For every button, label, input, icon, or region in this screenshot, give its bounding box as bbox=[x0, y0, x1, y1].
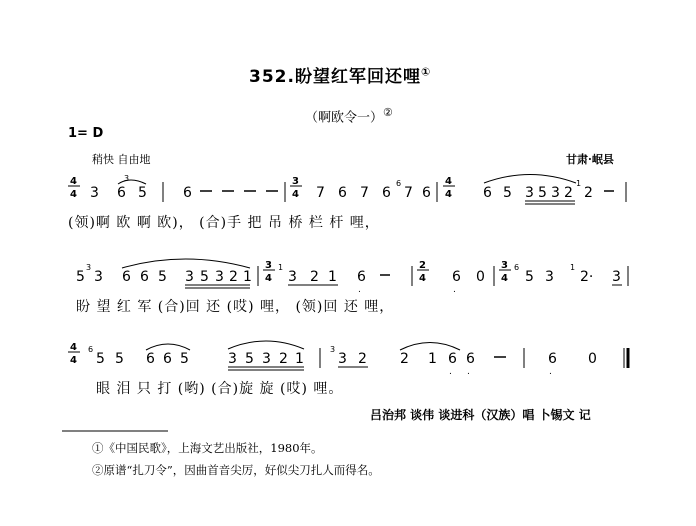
svg-text:.: . bbox=[453, 285, 456, 295]
svg-text:4: 4 bbox=[445, 176, 452, 187]
svg-text:3: 3 bbox=[262, 351, 271, 367]
svg-text:3: 3 bbox=[545, 269, 554, 285]
song-title: 352.盼望红军回还哩 bbox=[249, 67, 421, 87]
svg-text:6: 6 bbox=[117, 185, 126, 201]
svg-text:3: 3 bbox=[86, 263, 92, 272]
svg-text:2: 2 bbox=[358, 351, 367, 367]
svg-text:3: 3 bbox=[338, 351, 347, 367]
svg-text:4: 4 bbox=[501, 273, 508, 284]
svg-text:3: 3 bbox=[185, 269, 194, 285]
svg-text:3: 3 bbox=[501, 260, 508, 271]
svg-text:3: 3 bbox=[612, 269, 621, 285]
svg-text:5: 5 bbox=[180, 351, 189, 367]
svg-text:1: 1 bbox=[576, 179, 582, 188]
svg-text:.: . bbox=[358, 285, 361, 295]
svg-text:6: 6 bbox=[452, 269, 461, 285]
svg-text:2: 2 bbox=[229, 269, 238, 285]
svg-text:6: 6 bbox=[146, 351, 155, 367]
svg-text:6: 6 bbox=[483, 185, 492, 201]
subtitle-text: （啊欧令一） bbox=[305, 110, 384, 126]
svg-text:5: 5 bbox=[245, 351, 254, 367]
svg-text:6: 6 bbox=[357, 269, 366, 285]
svg-text:7: 7 bbox=[360, 185, 369, 201]
svg-text:5: 5 bbox=[138, 185, 147, 201]
svg-text:3: 3 bbox=[124, 174, 130, 183]
svg-text:2·: 2· bbox=[580, 269, 594, 285]
svg-text:2: 2 bbox=[400, 351, 409, 367]
svg-text:1: 1 bbox=[295, 351, 304, 367]
svg-text:3: 3 bbox=[265, 260, 272, 271]
title-footnote-marker: ① bbox=[420, 65, 432, 79]
svg-text:2: 2 bbox=[564, 185, 573, 201]
svg-text:7: 7 bbox=[316, 185, 325, 201]
lyrics-line-3: 眼 泪 只 打 (哟) (合)旋 旋 (哎) 哩。 bbox=[96, 381, 344, 397]
svg-text:3: 3 bbox=[525, 185, 534, 201]
svg-text:3: 3 bbox=[228, 351, 237, 367]
svg-text:3: 3 bbox=[551, 185, 560, 201]
svg-text:5: 5 bbox=[158, 269, 167, 285]
subtitle-footnote-marker: ② bbox=[383, 106, 393, 119]
key-signature: 1= D bbox=[68, 126, 104, 141]
svg-text:5: 5 bbox=[525, 269, 534, 285]
svg-text:6: 6 bbox=[448, 351, 457, 367]
svg-text:2: 2 bbox=[584, 185, 593, 201]
svg-text:5: 5 bbox=[538, 185, 547, 201]
svg-text:6: 6 bbox=[140, 269, 149, 285]
score-line-3 bbox=[68, 341, 628, 377]
svg-text:.: . bbox=[549, 367, 552, 377]
svg-text:6: 6 bbox=[122, 269, 131, 285]
svg-text:4: 4 bbox=[292, 189, 299, 200]
svg-text:.: . bbox=[449, 367, 452, 377]
time-sig-num: 4 bbox=[70, 176, 77, 187]
svg-text:5: 5 bbox=[503, 185, 512, 201]
svg-text:4: 4 bbox=[70, 342, 77, 353]
svg-text:7: 7 bbox=[404, 185, 413, 201]
svg-text:3: 3 bbox=[94, 269, 103, 285]
score-line-2 bbox=[76, 259, 628, 295]
svg-text:2: 2 bbox=[279, 351, 288, 367]
svg-text:6: 6 bbox=[396, 179, 402, 188]
svg-text:0: 0 bbox=[476, 269, 485, 285]
svg-text:.: . bbox=[467, 367, 470, 377]
svg-text:5: 5 bbox=[115, 351, 124, 367]
svg-text:3: 3 bbox=[215, 269, 224, 285]
svg-text:6: 6 bbox=[514, 263, 520, 272]
svg-text:2: 2 bbox=[419, 260, 426, 271]
svg-text:4: 4 bbox=[419, 273, 426, 284]
tempo-marking: 稍快 自由地 bbox=[92, 153, 151, 166]
footnote-1: ①《中国民歌》，上海文艺出版社，1980年。 bbox=[92, 441, 323, 455]
region-label: 甘肃·岷县 bbox=[566, 153, 614, 166]
svg-text:1: 1 bbox=[570, 263, 576, 272]
svg-text:1: 1 bbox=[243, 269, 252, 285]
svg-text:1: 1 bbox=[328, 269, 337, 285]
lyrics-line-2: 盼 望 红 军 (合)回 还 (哎) 哩， (领)回 还 哩， bbox=[76, 299, 395, 315]
performer-credits: 吕治邦 谈伟 谈进科（汉族）唱 卜锡文 记 bbox=[370, 408, 591, 422]
svg-text:6: 6 bbox=[382, 185, 391, 201]
svg-text:6: 6 bbox=[548, 351, 557, 367]
svg-text:4: 4 bbox=[265, 273, 272, 284]
svg-text:2: 2 bbox=[310, 269, 319, 285]
svg-text:6: 6 bbox=[183, 185, 192, 201]
svg-text:3: 3 bbox=[288, 269, 297, 285]
footnote-2: ②原谱“扎刀令”，因曲首音尖厉，好似尖刀扎人而得名。 bbox=[92, 463, 380, 477]
svg-text:4: 4 bbox=[445, 189, 452, 200]
svg-text:5: 5 bbox=[200, 269, 209, 285]
svg-text:5: 5 bbox=[96, 351, 105, 367]
lyrics-line-1: (领)啊 欧 啊 欧)， (合)手 把 吊 桥 栏 杆 哩， bbox=[68, 215, 380, 231]
svg-text:4: 4 bbox=[70, 355, 77, 366]
svg-text:0: 0 bbox=[588, 351, 597, 367]
score-line-1 bbox=[68, 174, 626, 204]
svg-text:1: 1 bbox=[278, 263, 284, 272]
svg-text:6: 6 bbox=[466, 351, 475, 367]
svg-text:6: 6 bbox=[163, 351, 172, 367]
svg-text:5: 5 bbox=[76, 269, 85, 285]
svg-text:1: 1 bbox=[428, 351, 437, 367]
svg-text:3: 3 bbox=[292, 176, 299, 187]
svg-text:3: 3 bbox=[90, 185, 99, 201]
time-sig-den: 4 bbox=[70, 189, 77, 200]
svg-text:6: 6 bbox=[338, 185, 347, 201]
svg-text:6: 6 bbox=[88, 345, 94, 354]
svg-text:3: 3 bbox=[330, 345, 336, 354]
svg-text:6: 6 bbox=[422, 185, 431, 201]
